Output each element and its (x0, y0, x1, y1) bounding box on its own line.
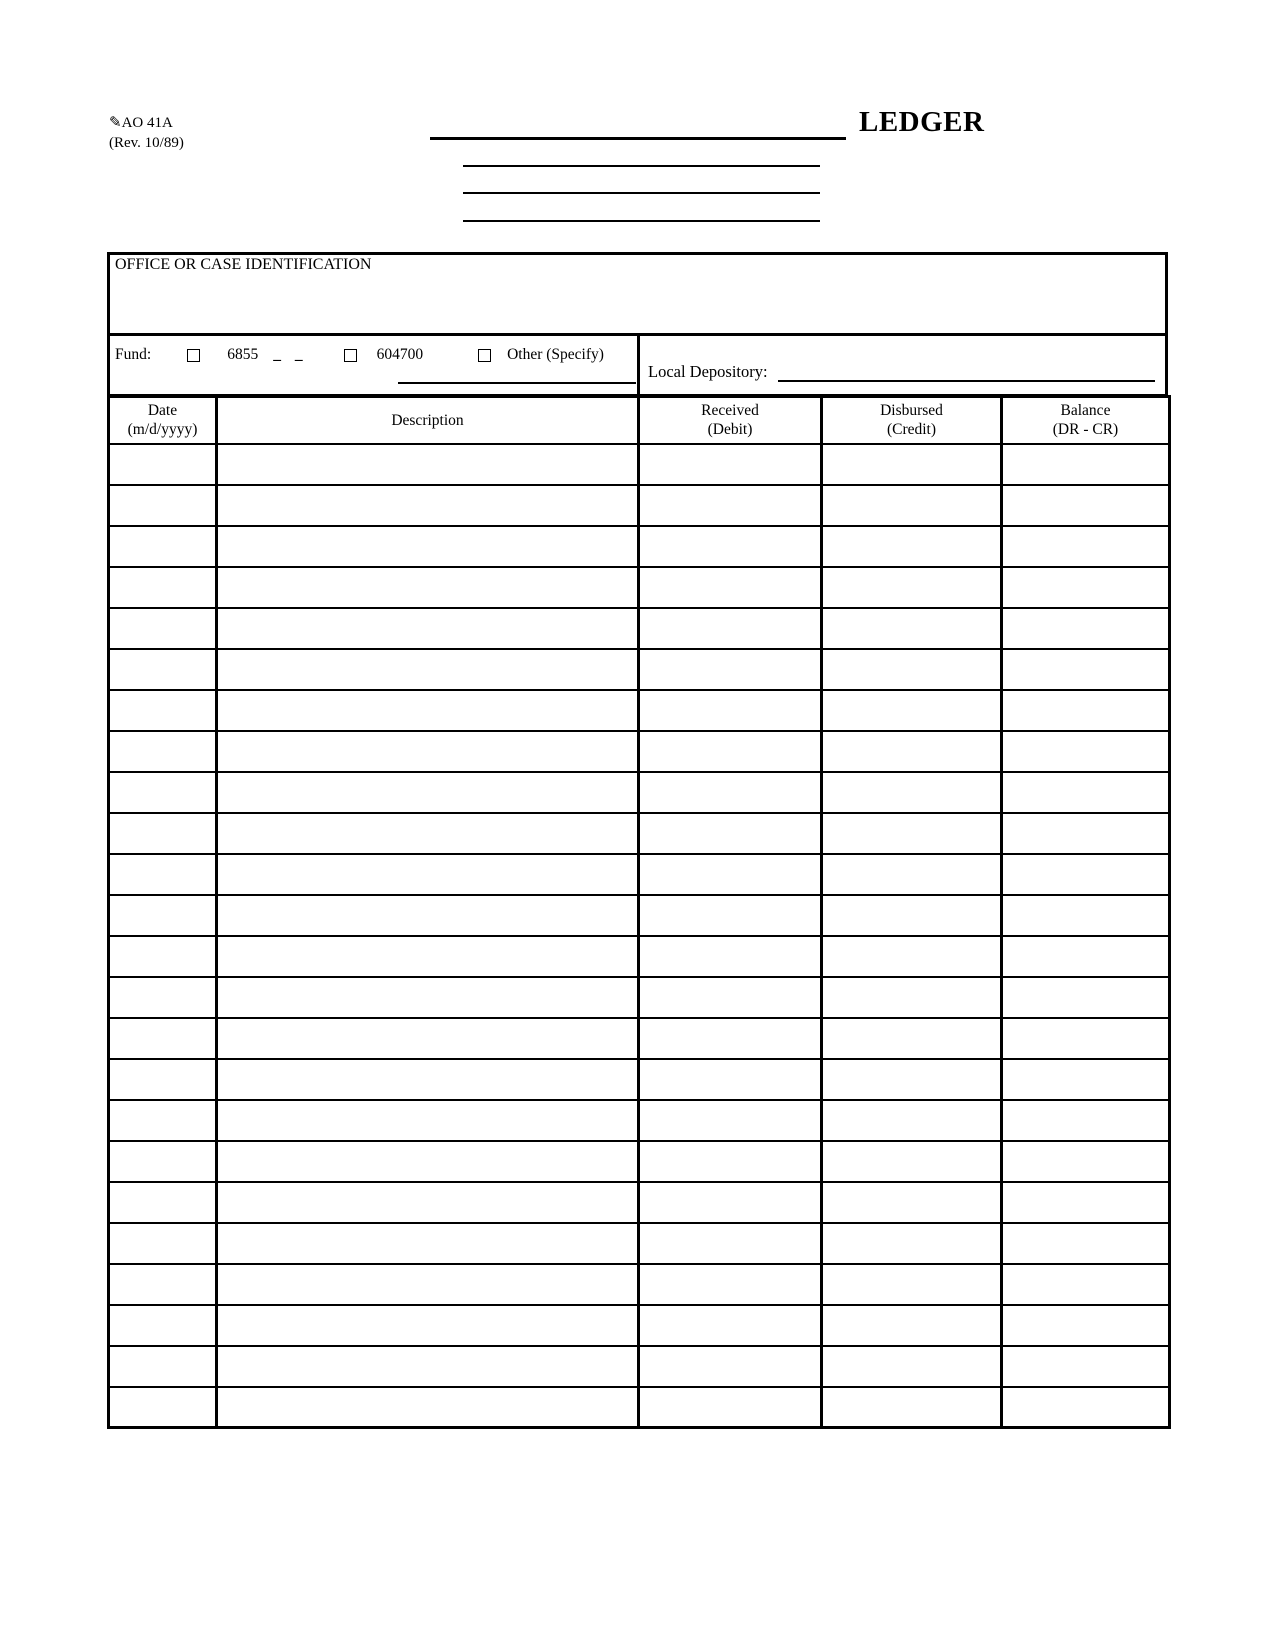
ledger-cell-date[interactable] (109, 854, 217, 895)
ledger-cell-date[interactable] (109, 1141, 217, 1182)
ledger-cell-date[interactable] (109, 1264, 217, 1305)
ledger-cell-disbursed[interactable] (822, 1018, 1002, 1059)
col-header-date: Date (m/d/yyyy) (109, 397, 217, 444)
ledger-row (109, 854, 1170, 895)
ledger-cell-description[interactable] (217, 1141, 639, 1182)
ledger-cell-description[interactable] (217, 1305, 639, 1346)
ledger-cell-disbursed[interactable] (822, 649, 1002, 690)
ledger-cell-balance[interactable] (1002, 813, 1170, 854)
ledger-cell-description[interactable] (217, 731, 639, 772)
ledger-cell-balance[interactable] (1002, 854, 1170, 895)
ledger-cell-disbursed[interactable] (822, 772, 1002, 813)
ledger-cell-received[interactable] (639, 772, 822, 813)
ledger-cell-received[interactable] (639, 690, 822, 731)
ledger-cell-disbursed[interactable] (822, 813, 1002, 854)
ledger-cell-description[interactable] (217, 1018, 639, 1059)
ledger-cell-description[interactable] (217, 567, 639, 608)
ledger-cell-disbursed[interactable] (822, 1059, 1002, 1100)
ledger-cell-date[interactable] (109, 1223, 217, 1264)
ledger-cell-date[interactable] (109, 649, 217, 690)
ledger-row (109, 1182, 1170, 1223)
ledger-cell-disbursed[interactable] (822, 895, 1002, 936)
ledger-cell-description[interactable] (217, 1182, 639, 1223)
ledger-cell-date[interactable] (109, 1059, 217, 1100)
ledger-cell-description[interactable] (217, 526, 639, 567)
ledger-row (109, 731, 1170, 772)
ledger-row (109, 1264, 1170, 1305)
ledger-cell-disbursed[interactable] (822, 485, 1002, 526)
form-title: LEDGER (859, 106, 985, 138)
office-case-identification-box[interactable] (107, 252, 1168, 336)
ledger-cell-received[interactable] (639, 936, 822, 977)
title-blank-line[interactable] (430, 104, 846, 140)
ledger-cell-date[interactable] (109, 526, 217, 567)
col-header-received: Received (Debit) (639, 397, 822, 444)
ledger-cell-balance[interactable] (1002, 977, 1170, 1018)
ledger-cell-date[interactable] (109, 731, 217, 772)
ledger-row (109, 936, 1170, 977)
ledger-cell-description[interactable] (217, 485, 639, 526)
ledger-cell-description[interactable] (217, 608, 639, 649)
ledger-cell-received[interactable] (639, 1100, 822, 1141)
ledger-cell-received[interactable] (639, 1141, 822, 1182)
ledger-cell-received[interactable] (639, 1264, 822, 1305)
ledger-cell-disbursed[interactable] (822, 1264, 1002, 1305)
other-specify-blank-line[interactable] (398, 382, 636, 384)
ledger-cell-disbursed[interactable] (822, 1346, 1002, 1387)
ledger-cell-disbursed[interactable] (822, 608, 1002, 649)
ledger-cell-received[interactable] (639, 1059, 822, 1100)
ledger-cell-received[interactable] (639, 1346, 822, 1387)
fund-label: Fund: (115, 346, 152, 363)
ledger-cell-disbursed[interactable] (822, 977, 1002, 1018)
ledger-cell-balance[interactable] (1002, 1223, 1170, 1264)
header-blank-line-1[interactable] (463, 165, 820, 167)
fund-other-label: Other (Specify) (507, 346, 604, 363)
title-row (430, 104, 984, 140)
ledger-cell-received[interactable] (639, 1182, 822, 1223)
ledger-cell-balance[interactable] (1002, 1141, 1170, 1182)
ledger-cell-balance[interactable] (1002, 1182, 1170, 1223)
ledger-cell-received[interactable] (639, 649, 822, 690)
ledger-row (109, 1141, 1170, 1182)
ledger-header-row (109, 397, 1170, 444)
ledger-row (109, 608, 1170, 649)
ledger-cell-received[interactable] (639, 485, 822, 526)
ledger-cell-balance[interactable] (1002, 1305, 1170, 1346)
ledger-row (109, 485, 1170, 526)
ledger-cell-date[interactable] (109, 567, 217, 608)
ledger-cell-balance[interactable] (1002, 485, 1170, 526)
form-number: AO 41A (121, 115, 173, 131)
ledger-cell-received[interactable] (639, 895, 822, 936)
ledger-cell-disbursed[interactable] (822, 1141, 1002, 1182)
ledger-cell-received[interactable] (639, 1305, 822, 1346)
ledger-row (109, 895, 1170, 936)
ledger-row (109, 1346, 1170, 1387)
ledger-cell-balance[interactable] (1002, 1346, 1170, 1387)
ledger-cell-balance[interactable] (1002, 731, 1170, 772)
ledger-cell-received[interactable] (639, 813, 822, 854)
fund-row (107, 333, 1168, 397)
ledger-cell-date[interactable] (109, 1182, 217, 1223)
ledger-row (109, 526, 1170, 567)
ledger-cell-date[interactable] (109, 895, 217, 936)
form-number-line (109, 113, 184, 133)
ledger-cell-balance[interactable] (1002, 936, 1170, 977)
ledger-cell-balance[interactable] (1002, 1018, 1170, 1059)
ledger-cell-description[interactable] (217, 444, 639, 485)
ledger-row (109, 772, 1170, 813)
fund-604700-checkbox[interactable] (344, 349, 357, 362)
ledger-cell-disbursed[interactable] (822, 690, 1002, 731)
ledger-cell-received[interactable] (639, 567, 822, 608)
ledger-cell-received[interactable] (639, 608, 822, 649)
ledger-cell-balance[interactable] (1002, 526, 1170, 567)
ledger-row (109, 1223, 1170, 1264)
ledger-cell-date[interactable] (109, 1346, 217, 1387)
ledger-cell-date[interactable] (109, 813, 217, 854)
ledger-cell-description[interactable] (217, 1264, 639, 1305)
fund-6855-label: 6855 (227, 346, 259, 363)
ledger-row (109, 1305, 1170, 1346)
ledger-cell-balance[interactable] (1002, 772, 1170, 813)
ledger-row (109, 977, 1170, 1018)
ledger-cell-disbursed[interactable] (822, 444, 1002, 485)
fund-other-checkbox[interactable] (478, 349, 491, 362)
ledger-cell-disbursed[interactable] (822, 1100, 1002, 1141)
ledger-cell-description[interactable] (217, 895, 639, 936)
ledger-cell-received[interactable] (639, 977, 822, 1018)
ledger-cell-disbursed[interactable] (822, 1223, 1002, 1264)
ledger-cell-description[interactable] (217, 649, 639, 690)
ledger-cell-received[interactable] (639, 854, 822, 895)
office-case-identification-label: OFFICE OR CASE IDENTIFICATION (115, 256, 372, 273)
ledger-cell-balance[interactable] (1002, 895, 1170, 936)
ledger-cell-disbursed[interactable] (822, 526, 1002, 567)
ledger-cell-disbursed[interactable] (822, 1182, 1002, 1223)
ledger-row (109, 690, 1170, 731)
ledger-table (107, 395, 1171, 1429)
ledger-cell-date[interactable] (109, 485, 217, 526)
fund-section (110, 335, 640, 394)
ledger-cell-description[interactable] (217, 1223, 639, 1264)
ledger-cell-date[interactable] (109, 608, 217, 649)
ledger-cell-date[interactable] (109, 936, 217, 977)
fund-6855-checkbox[interactable] (187, 349, 200, 362)
ledger-cell-disbursed[interactable] (822, 1387, 1002, 1428)
ledger-cell-balance[interactable] (1002, 1264, 1170, 1305)
ledger-cell-description[interactable] (217, 1059, 639, 1100)
ledger-row (109, 1059, 1170, 1100)
ledger-row (109, 444, 1170, 485)
ledger-cell-balance[interactable] (1002, 608, 1170, 649)
local-depository-blank-line[interactable] (778, 378, 1155, 382)
ledger-cell-description[interactable] (217, 1387, 639, 1428)
ledger-cell-date[interactable] (109, 444, 217, 485)
ledger-cell-received[interactable] (639, 1018, 822, 1059)
ledger-cell-received[interactable] (639, 444, 822, 485)
fund-604700-label: 604700 (376, 346, 424, 363)
ledger-cell-date[interactable] (109, 1100, 217, 1141)
ledger-cell-balance[interactable] (1002, 649, 1170, 690)
ledger-cell-balance[interactable] (1002, 690, 1170, 731)
ledger-row (109, 813, 1170, 854)
ledger-row (109, 1018, 1170, 1059)
ledger-cell-date[interactable] (109, 772, 217, 813)
ledger-cell-description[interactable] (217, 854, 639, 895)
ledger-cell-description[interactable] (217, 772, 639, 813)
ledger-cell-balance[interactable] (1002, 1100, 1170, 1141)
header-blank-line-3[interactable] (463, 220, 820, 222)
ledger-cell-received[interactable] (639, 1387, 822, 1428)
ledger-row (109, 1387, 1170, 1428)
ledger-cell-description[interactable] (217, 690, 639, 731)
header-blank-line-2[interactable] (463, 192, 820, 194)
ledger-cell-date[interactable] (109, 977, 217, 1018)
ledger-cell-description[interactable] (217, 813, 639, 854)
col-header-balance: Balance (DR - CR) (1002, 397, 1170, 444)
ledger-cell-date[interactable] (109, 1305, 217, 1346)
form-identifier (109, 113, 184, 153)
ledger-cell-disbursed[interactable] (822, 936, 1002, 977)
col-header-disbursed: Disbursed (Credit) (822, 397, 1002, 444)
ledger-cell-balance[interactable] (1002, 1387, 1170, 1428)
ledger-cell-disbursed[interactable] (822, 1305, 1002, 1346)
ledger-cell-balance[interactable] (1002, 1059, 1170, 1100)
ledger-cell-date[interactable] (109, 1018, 217, 1059)
form-revision: (Rev. 10/89) (109, 135, 184, 151)
ledger-cell-description[interactable] (217, 1346, 639, 1387)
ledger-cell-date[interactable] (109, 690, 217, 731)
col-header-description: Description (217, 397, 639, 444)
ledger-row (109, 1100, 1170, 1141)
ledger-cell-description[interactable] (217, 936, 639, 977)
local-depository-label: Local Depository: (648, 362, 768, 381)
ledger-row (109, 649, 1170, 690)
ledger-cell-date[interactable] (109, 1387, 217, 1428)
fund-6855-fill-in-blanks[interactable]: _ _ (273, 346, 308, 363)
ledger-cell-disbursed[interactable] (822, 731, 1002, 772)
ledger-row (109, 567, 1170, 608)
local-depository-section (640, 335, 1165, 394)
ledger-cell-description[interactable] (217, 977, 639, 1018)
ledger-cell-received[interactable] (639, 1223, 822, 1264)
ledger-cell-balance[interactable] (1002, 567, 1170, 608)
ledger-cell-description[interactable] (217, 1100, 639, 1141)
ledger-cell-disbursed[interactable] (822, 567, 1002, 608)
ledger-cell-balance[interactable] (1002, 444, 1170, 485)
ledger-cell-received[interactable] (639, 526, 822, 567)
pencil-icon: ✎ (109, 115, 122, 131)
ledger-cell-received[interactable] (639, 731, 822, 772)
ledger-cell-disbursed[interactable] (822, 854, 1002, 895)
